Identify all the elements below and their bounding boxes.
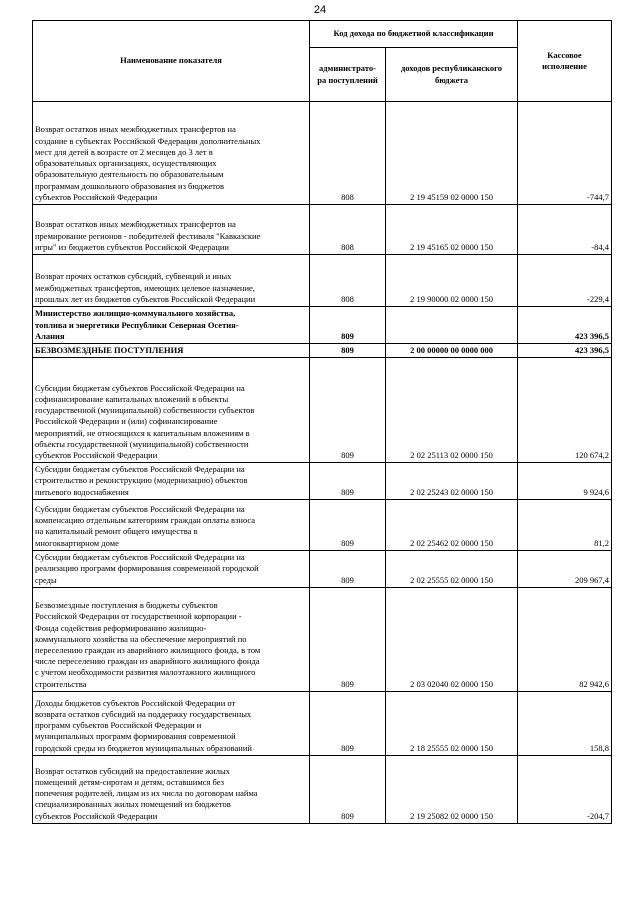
col-header-revenue: доходов республиканского бюджета bbox=[386, 48, 518, 102]
row-name: Субсидии бюджетам субъектов Российской Федерации на софинансирование капитальных вложений в объекты государственной (муниципальной) собственности субъектов Российской Федерации и (или) софинансирование мероприятий, не относящихся к капитальным вложениям в объекты государственной (муниципальной) собственности субъектов Российской Федерации bbox=[33, 358, 310, 463]
row-name: Возврат остатков иных межбюджетных трансфертов на премирование регионов - победителей фестиваля "Кавказские игры" из бюджетов субъектов Российской Федерации bbox=[33, 205, 310, 255]
row-name: Субсидии бюджетам субъектов Российской Федерации на реализацию программ формирования современной городской среды bbox=[33, 550, 310, 587]
row-revenue-code: 2 02 25462 02 0000 150 bbox=[386, 499, 518, 550]
row-amount: 209 967,4 bbox=[518, 550, 612, 587]
row-name: Возврат остатков субсидий на предоставление жилых помещений детям-сиротам и детям, оставшимся без попечения родителей, лицам из их числа по договорам найма специализированных жилых помещений из бюджетов субъектов Российской Федерации bbox=[33, 755, 310, 823]
row-revenue-code: 2 19 90000 02 0000 150 bbox=[386, 255, 518, 307]
row-admin-code: 809 bbox=[310, 499, 386, 550]
row-amount: -744,7 bbox=[518, 102, 612, 205]
row-name: Субсидии бюджетам субъектов Российской Федерации на компенсацию отдельным категориям граждан оплаты взноса на капитальный ремонт общего имущества в многоквартирном доме bbox=[33, 499, 310, 550]
revenue-table bbox=[32, 20, 612, 824]
row-name: Возврат остатков иных межбюджетных трансфертов на создание в субъектах Российской Федерации дополнительных мест для детей в возрасте от 2 месяцев до 3 лет в образовательных организациях, осуществляющих образовательную деятельность по образовательным программам дошкольного образования из бюджетов субъектов Российской Федерации bbox=[33, 102, 310, 205]
table-body bbox=[33, 102, 612, 824]
row-amount: 423 396,5 bbox=[518, 344, 612, 358]
row-name: БЕЗВОЗМЕЗДНЫЕ ПОСТУПЛЕНИЯ bbox=[33, 344, 310, 358]
table-row bbox=[33, 691, 612, 755]
row-admin-code: 808 bbox=[310, 102, 386, 205]
row-revenue-code: 2 02 25555 02 0000 150 bbox=[386, 550, 518, 587]
row-revenue-code: 2 00 00000 00 0000 000 bbox=[386, 344, 518, 358]
row-name: Субсидии бюджетам субъектов Российской Федерации на строительство и реконструкцию (модернизацию) объектов питьевого водоснабжения bbox=[33, 463, 310, 500]
row-revenue-code: 2 02 25113 02 0000 150 bbox=[386, 358, 518, 463]
col-header-code-group: Код дохода по бюджетной классификации bbox=[310, 21, 518, 48]
row-revenue-code: 2 19 25082 02 0000 150 bbox=[386, 755, 518, 823]
row-name: Доходы бюджетов субъектов Российской Федерации от возврата остатков субсидий на поддержку государственных программ субъектов Российской Федерации и муниципальных программ формирования современной городской среды из бюджетов муниципальных образований bbox=[33, 691, 310, 755]
row-amount: 9 924,6 bbox=[518, 463, 612, 500]
row-name: Возврат прочих остатков субсидий, субвенций и иных межбюджетных трансфертов, имеющих целевое назначение, прошлых лет из бюджетов субъектов Российской Федерации bbox=[33, 255, 310, 307]
row-amount: 82 942,6 bbox=[518, 587, 612, 691]
row-amount: 120 674,2 bbox=[518, 358, 612, 463]
table-row bbox=[33, 358, 612, 463]
row-revenue-code: 2 18 25555 02 0000 150 bbox=[386, 691, 518, 755]
row-amount: -204,7 bbox=[518, 755, 612, 823]
table-row bbox=[33, 755, 612, 823]
row-revenue-code: 2 19 45165 02 0000 150 bbox=[386, 205, 518, 255]
row-name: Безвозмездные поступления в бюджеты субъектов Российской Федерации от государственной корпорации - Фонда содействия реформированию жилищно- коммунального хозяйства на обеспечение мероприятий по переселению граждан из аварийного жилищного фонда, в том числе переселению граждан из аварийного жилищного фонда с учетом необходимости развития малоэтажного жилищного строительства bbox=[33, 587, 310, 691]
col-header-execution: Кассовое исполнение bbox=[518, 21, 612, 102]
row-name: Министерство жилищно-коммунального хозяйства, топлива и энергетики Республики Северная Осетия- Алания bbox=[33, 307, 310, 344]
row-admin-code: 808 bbox=[310, 205, 386, 255]
row-admin-code: 809 bbox=[310, 307, 386, 344]
row-revenue-code: 2 19 45159 02 0000 150 bbox=[386, 102, 518, 205]
row-amount: 81,2 bbox=[518, 499, 612, 550]
row-amount: 423 396,5 bbox=[518, 307, 612, 344]
table-row bbox=[33, 463, 612, 500]
table-row bbox=[33, 587, 612, 691]
page-number: 24 bbox=[313, 4, 327, 16]
row-amount: 158,8 bbox=[518, 691, 612, 755]
row-admin-code: 808 bbox=[310, 255, 386, 307]
row-amount: -229,4 bbox=[518, 255, 612, 307]
row-admin-code: 809 bbox=[310, 550, 386, 587]
row-revenue-code: 2 03 02040 02 0000 150 bbox=[386, 587, 518, 691]
table-row bbox=[33, 307, 612, 344]
col-header-admin: администрато- ра поступлений bbox=[310, 48, 386, 102]
table-row bbox=[33, 255, 612, 307]
row-admin-code: 809 bbox=[310, 691, 386, 755]
row-revenue-code: 2 02 25243 02 0000 150 bbox=[386, 463, 518, 500]
row-admin-code: 809 bbox=[310, 344, 386, 358]
table-row bbox=[33, 102, 612, 205]
row-admin-code: 809 bbox=[310, 463, 386, 500]
table-row bbox=[33, 205, 612, 255]
table-row bbox=[33, 499, 612, 550]
row-admin-code: 809 bbox=[310, 755, 386, 823]
table-row bbox=[33, 550, 612, 587]
col-header-name: Наименование показателя bbox=[33, 21, 310, 102]
row-revenue-code bbox=[386, 307, 518, 344]
row-admin-code: 809 bbox=[310, 587, 386, 691]
row-admin-code: 809 bbox=[310, 358, 386, 463]
table-header bbox=[33, 21, 612, 102]
table-row bbox=[33, 344, 612, 358]
row-amount: -84,4 bbox=[518, 205, 612, 255]
